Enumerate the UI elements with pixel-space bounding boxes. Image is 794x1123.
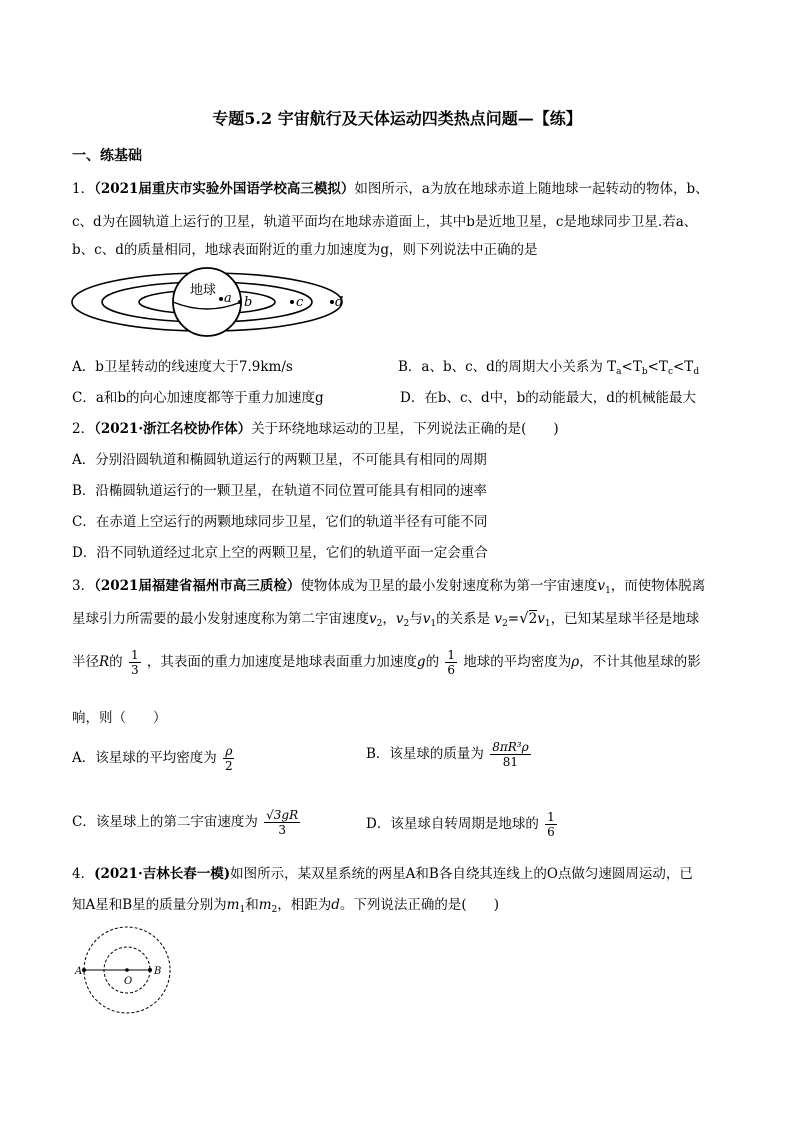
q3-source: （2021届福建省福州市高三质检） bbox=[94, 578, 301, 594]
earth-label: 地球 bbox=[190, 283, 217, 298]
q3-option-b: B．该星球的质量为 $\frac{\text{8πR³ρ}}{81}$ bbox=[366, 740, 529, 769]
q3-line2: 星球引力所需要的最小发射速度称为第二宇宙速度$v_2$，$v_2$与$v_1$的关系是 $v_2=√2v_1$，已知某星球半径是地球 bbox=[72, 609, 700, 629]
q2-option-c: C．在赤道上空运行的两颗地球同步卫星，它们的轨道半径有可能不同 bbox=[72, 514, 488, 530]
q4-line2: 知A星和B星的质量分别为$m_1$和$m_2$，相距为d。下列说法正确的是( ) bbox=[72, 897, 499, 915]
page-title: 专题5.2 宇宙航行及天体运动四类热点问题—【练】 bbox=[212, 109, 582, 128]
q2-option-d: D．沿不同轨道经过北京上空的两颗卫星，它们的轨道平面一定会重合 bbox=[72, 545, 488, 561]
q3-option-c: C．该星球上的第二宇宙速度为 $\frac{√3gR}{3}$ bbox=[72, 808, 299, 837]
q1-line3: b、c、d的质量相同，地球表面附近的重力加速度为g，则下列说法中正确的是 bbox=[72, 242, 538, 258]
q1-text1: 如图所示，a为放在地球赤道上随地球一起转动的物体，b、 bbox=[354, 181, 709, 197]
label-O: O bbox=[124, 976, 133, 987]
label-a: a bbox=[224, 291, 232, 306]
q3-option-d: D．该星球自转周期是地球的 $\frac{1}{6}$ bbox=[366, 810, 555, 839]
label-B: B bbox=[154, 966, 162, 977]
q2-stem: 2．（2021·浙江名校协作体）关于环绕地球运动的卫星，下列说法正确的是( ) bbox=[72, 421, 559, 437]
q1-option-c: C．a和b的向心加速度都等于重力加速度g bbox=[72, 390, 324, 406]
q3-line3: 半径R的 $\frac{1}{3}$ ，其表面的重力加速度是地球表面重力加速度g的 $\frac{1}{6}$ 地球的平均密度为ρ，不计其他星球的影 bbox=[72, 648, 701, 677]
q2-option-a: A．分别沿圆轨道和椭圆轨道运行的两颗卫星，不可能具有相同的周期 bbox=[72, 452, 487, 468]
q3-option-a: A．该星球的平均密度为 $\frac{\rho}{2}$ bbox=[72, 744, 233, 773]
q1-source: （2021届重庆市实验外国语学校高三模拟） bbox=[94, 181, 355, 197]
q1-option-a: A．b卫星转动的线速度大于7.9km/s bbox=[72, 359, 293, 375]
q1-line1 bbox=[72, 177, 709, 197]
fraction-one-third: $\frac{1}{3}$ bbox=[130, 648, 139, 677]
label-A: A bbox=[75, 966, 83, 977]
label-c: c bbox=[296, 295, 304, 310]
q3-line4: 响，则（ ） bbox=[72, 710, 167, 726]
q1-option-d: D．在b、c、d中，b的动能最大，d的机械能最大 bbox=[400, 390, 696, 406]
q2-source: （2021·浙江名校协作体） bbox=[94, 421, 252, 437]
q3-line1: 3．（2021届福建省福州市高三质检）使物体成为卫星的最小发射速度称为第一宇宙速度$v_1$，而使物体脱离 bbox=[72, 578, 706, 596]
q1-number: 1． bbox=[72, 181, 95, 197]
label-b: b bbox=[244, 295, 253, 310]
q1-line2: c、d为在圆轨道上运行的卫星，轨道平面均在地球赤道面上，其中b是近地卫星，c是地球同步卫星.若a、 bbox=[72, 214, 698, 230]
q4-line1: 4．(2021·吉林长春一模)如图所示，某双星系统的两星A和B各自绕其连线上的O点做匀速圆周运动，已 bbox=[72, 866, 693, 882]
section-heading: 一、练基础 bbox=[72, 148, 142, 164]
fraction-one-sixth: $\frac{1}{6}$ bbox=[447, 648, 455, 677]
label-d: d bbox=[335, 295, 344, 310]
q4-source: (2021·吉林长春一模) bbox=[94, 866, 231, 882]
q1-orbit-figure bbox=[70, 264, 360, 344]
q1-option-b: B．a、b、c、d的周期大小关系为 $T_a<T_b<T_c<T_d$ bbox=[398, 359, 700, 377]
q4-binary-star-figure bbox=[72, 924, 172, 1016]
q2-option-b: B．沿椭圆轨道运行的一颗卫星，在轨道不同位置可能具有相同的速率 bbox=[72, 483, 487, 499]
